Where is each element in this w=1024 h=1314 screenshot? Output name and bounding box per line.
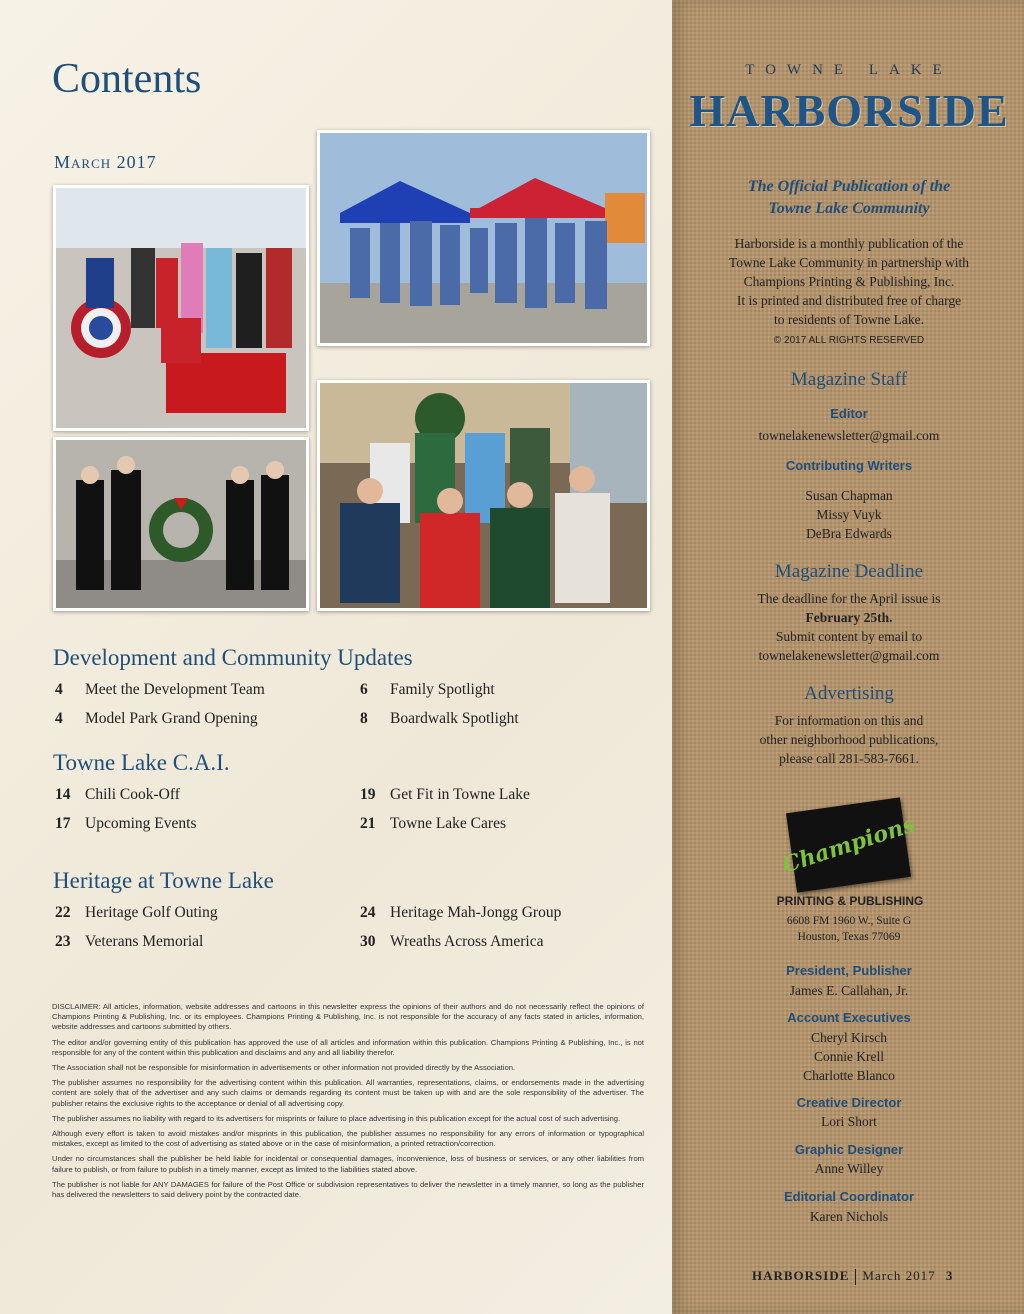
creative-name: Lori Short: [821, 1114, 877, 1129]
copyright: © 2017 ALL RIGHTS RESERVED: [773, 335, 925, 346]
account-list: Cheryl Kirsch Connie Krell Charlotte Blanco: [803, 1030, 895, 1083]
printing-publishing-label: PRINTING & PUBLISHING: [776, 894, 924, 908]
president-label: President, Publisher: [786, 963, 912, 978]
toc-item[interactable]: 24 Heritage Mah-Jongg Group: [360, 904, 562, 921]
toc-item[interactable]: 22 Heritage Golf Outing: [55, 904, 218, 921]
page-title: Contents: [52, 56, 202, 102]
toc-item[interactable]: 8 Boardwalk Spotlight: [360, 710, 519, 727]
masthead-towne-lake: TOWNE LAKE: [745, 62, 953, 78]
deadline-email[interactable]: townelakenewsletter@gmail.com: [758, 648, 940, 663]
footer-brand: HARBORSIDE: [752, 1268, 850, 1283]
designer-label: Graphic Designer: [794, 1142, 904, 1157]
toc-item[interactable]: 21 Towne Lake Cares: [360, 815, 506, 832]
editor-email[interactable]: townelakenewsletter@gmail.com: [758, 428, 940, 443]
toc-item[interactable]: 19 Get Fit in Towne Lake: [360, 786, 530, 803]
deadline-heading: Magazine Deadline: [774, 561, 924, 582]
page-number: 3: [945, 1268, 954, 1283]
advertising-heading: Advertising: [804, 683, 894, 704]
designer-name: Anne Willey: [814, 1161, 884, 1176]
page-footer: [752, 1268, 953, 1285]
toc-item[interactable]: 17 Upcoming Events: [55, 815, 197, 832]
toc-item[interactable]: 6 Family Spotlight: [360, 681, 495, 698]
writers-label: Contributing Writers: [785, 458, 913, 473]
section-heading-heritage: Heritage at Towne Lake: [53, 868, 274, 893]
disclaimer-paragraph: The Association shall not be responsible for misinformation in advertisements or other information not provided directly by the Association.: [52, 1063, 516, 1073]
golf-group-photo: [317, 380, 650, 611]
disclaimer-paragraph: The editor and/or governing entity of this publication has approved the use of all articles and information within this publication. Champions Printing & Publishing, Inc., is not responsible for any of the content within this publication and disclaims and any and all liability therefor.: [52, 1037, 644, 1057]
section-heading-development: Development and Community Updates: [53, 645, 413, 670]
president-name: James E. Callahan, Jr.: [789, 983, 909, 998]
address: 6608 FM 1960 W., Suite G Houston, Texas 77069: [786, 915, 912, 943]
disclaimer-paragraph: DISCLAIMER: All articles, information, website addresses and cartoons in this newsletter express the opinions of their authors and do not necessarily reflect the opinions of Champions Printing & Publishing, Inc. or its employees. Champions Printing & Publishing, Inc. is not responsible for the accuracy of any facts stated in articles, information, website addresses and cartoons submitted by others.: [52, 1002, 644, 1032]
toc-item[interactable]: 30 Wreaths Across America: [360, 933, 544, 950]
disclaimer-paragraph: Under no circumstances shall the publisher be held liable for incidental or consequential damages, inconvenience, loss of business or services, or any other liabilities from failure to publish, or from failure to publish in a timely manner, except as limited to the liabilities stated above.: [52, 1154, 644, 1174]
toc-item[interactable]: 23 Veterans Memorial: [55, 933, 204, 950]
disclaimer-paragraph: The publisher assumes no liability with regard to its advertisers for misprints or failure to place advertising in this publication except for the actual cost of such advertising.: [52, 1113, 621, 1123]
masthead-harborside: HARBORSIDE: [689, 85, 1009, 136]
disclaimer-paragraph: Although every effort is taken to avoid mistakes and/or misprints in this publication, the publisher assumes no responsibility for any errors of information or typographical mistakes, except as limited to the cost of advertising as stated above or in the case of misinformation, a printed retraction/correction.: [52, 1129, 644, 1149]
disclaimer-paragraph: The publisher assumes no responsibility for the advertising content within this publication. All warranties, representations, claims, or endorsements made in the advertising content are solely that of the advertiser and any such claims or demands regarding its content must be taken up with and are the sole responsibility of the advertiser. The publisher retains the exclusive rights to the acceptance or denial of all advertising copy.: [52, 1078, 644, 1108]
deadline-text: The deadline for the April issue is February 25th. Submit content by email to townelakenewsletter@gmail.com: [678, 589, 1020, 665]
advertising-text: For information on this and other neighborhood publications, please call 281-583-7661.: [759, 713, 939, 766]
wreath-ladies-photo: [53, 437, 309, 611]
editor-label: Editor: [830, 406, 868, 421]
superheroes-photo: [53, 185, 309, 431]
account-label: Account Executives: [787, 1010, 911, 1025]
section-heading-cai: Towne Lake C.A.I.: [53, 750, 230, 775]
editorial-label: Editorial Coordinator: [784, 1189, 914, 1204]
disclaimer-paragraph: The publisher is not liable for ANY DAMAGES for failure of the Post Office or subdivision representatives to deliver the newsletter in a timely manner, so long as the publisher has delivered the newsletters to said delivery point by the contracted date.: [52, 1179, 644, 1200]
footer-divider: [855, 1269, 856, 1285]
creative-label: Creative Director: [796, 1095, 902, 1110]
disclaimer: [52, 1002, 644, 1205]
toc-item[interactable]: 4 Model Park Grand Opening: [55, 710, 258, 727]
champions-logo: Champions: [786, 797, 911, 892]
toc-item[interactable]: 14 Chili Cook-Off: [55, 786, 180, 803]
editorial-name: Karen Nichols: [809, 1209, 889, 1224]
issue-date: March 2017: [54, 152, 157, 172]
footer-issue: March 2017: [862, 1268, 936, 1283]
toc-item[interactable]: 4 Meet the Development Team: [55, 681, 265, 698]
tagline: The Official Publication of the Towne Lake Community: [747, 178, 951, 217]
staff-heading: Magazine Staff: [790, 369, 908, 390]
about-text: Harborside is a monthly publication of the Towne Lake Community in partnership with Champions Printing & Publishing, Inc. It is printed and distributed free of charge to residents of Towne Lake.: [728, 236, 970, 327]
festival-tents-photo: [317, 130, 650, 346]
writers-list: Susan Chapman Missy Vuyk DeBra Edwards: [805, 488, 893, 541]
